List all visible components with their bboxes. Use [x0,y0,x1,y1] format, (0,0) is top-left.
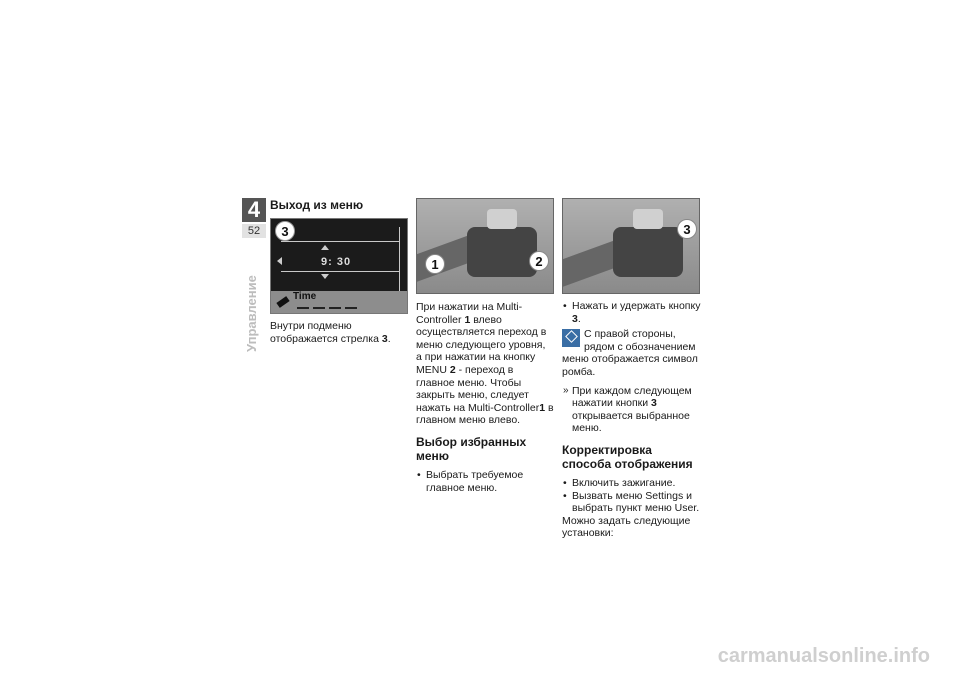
list-item: • Выбрать требуемое главное меню. [416,469,554,494]
result-open-menu: » При каждом следующем нажатии кнопки 3 открывается выбранное меню. [562,385,702,435]
arrow-down-icon [321,274,329,279]
column-2 [416,196,554,494]
display-screen-illustration [270,218,408,314]
callout-3: 3 [677,219,697,239]
note-diamond [562,328,702,378]
paragraph-settings-options: Можно задать следующие установки: [562,514,691,540]
chapter-number: 4 [242,198,266,222]
callout-2: 2 [529,251,549,271]
heading-exit-menu: Выход из меню [270,198,364,212]
callout-1: 1 [425,254,445,274]
diamond-icon [562,329,580,347]
list-adjust-steps [562,477,702,515]
column-3 [562,196,702,540]
paragraph-multicontroller: При нажатии на Multi-Controller 1 влево осуществляется переход в меню следующего уровня, а при нажатии на кнопку MENU 2 - переход в главное меню. Чтобы закрыть меню, следует нажать на Multi-Controller1 в главном меню влево. [416,301,554,427]
heading-favorite-menus: Выбор избранных меню [416,434,527,463]
callout-3: 3 [275,221,295,241]
list-item: • Вызвать меню Settings и выбрать пункт меню User. [562,490,702,515]
page-number: 52 [242,224,266,238]
note-text: С правой стороны, рядом с обозначением меню отображается символ ромба. [562,328,698,378]
display-bottom-bar [271,291,407,313]
display-time: 9: 30 [321,256,352,268]
paragraph-submenu-arrow: Внутри подменю отображается стрелка 3. [270,320,391,345]
column-1 [270,196,408,345]
watermark: carmanualsonline.info [717,645,930,667]
chapter-side-label: Управление [244,275,259,352]
list-item: • Включить зажигание. [562,477,702,490]
arrow-left-icon [277,257,282,265]
handlebar-photo-right [562,198,700,294]
heading-display-adjust: Корректировка способа отображения [562,442,693,471]
arrow-up-icon [321,245,329,250]
list-item: • Нажать и удержать кнопку 3. [562,300,702,325]
display-label: Time [293,291,317,303]
list-hold-button [562,300,702,325]
handlebar-photo-left [416,198,554,294]
list-favorite-steps [416,469,554,494]
